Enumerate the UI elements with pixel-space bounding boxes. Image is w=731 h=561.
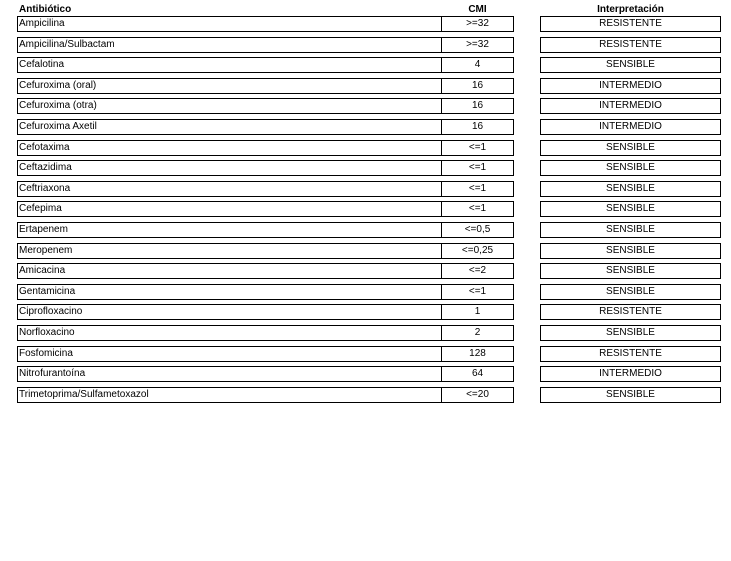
interpretation-cell: SENSIBLE [540, 201, 721, 217]
cmi-cell: 16 [441, 98, 514, 114]
antibiotic-cell: Cefuroxima (otra) [17, 98, 455, 114]
table-row [0, 78, 731, 99]
antibiotic-cell: Ertapenem [17, 222, 455, 238]
interpretation-cell: SENSIBLE [540, 284, 721, 300]
antibiotic-cell: Ampicilina/Sulbactam [17, 37, 455, 53]
antibiotic-cell: Amicacina [17, 263, 455, 279]
antibiotic-cell: Gentamicina [17, 284, 455, 300]
cmi-cell: <=20 [441, 387, 514, 403]
table-row [0, 387, 731, 408]
antibiotic-cell: Cefuroxima (oral) [17, 78, 455, 94]
antibiotic-cell: Cefepima [17, 201, 455, 217]
table-row [0, 366, 731, 387]
table-row [0, 57, 731, 78]
cmi-cell: <=1 [441, 201, 514, 217]
cmi-cell: <=1 [441, 181, 514, 197]
antibiotic-cell: Nitrofurantoína [17, 366, 455, 382]
antibiotic-cell: Cefotaxima [17, 140, 455, 156]
interpretation-cell: SENSIBLE [540, 325, 721, 341]
interpretation-cell: SENSIBLE [540, 222, 721, 238]
cmi-cell: <=1 [441, 140, 514, 156]
antibiotic-cell: Norfloxacino [17, 325, 455, 341]
table-row [0, 201, 731, 222]
interpretation-cell: SENSIBLE [540, 387, 721, 403]
results-table [0, 16, 731, 407]
cmi-cell: >=32 [441, 16, 514, 32]
interpretation-cell: RESISTENTE [540, 304, 721, 320]
table-row [0, 181, 731, 202]
antibiotic-cell: Ceftriaxona [17, 181, 455, 197]
table-row [0, 140, 731, 161]
cmi-cell: 1 [441, 304, 514, 320]
interpretation-cell: INTERMEDIO [540, 366, 721, 382]
cmi-cell: 16 [441, 119, 514, 135]
cmi-cell: 64 [441, 366, 514, 382]
table-row [0, 346, 731, 367]
table-row [0, 304, 731, 325]
interpretation-cell: SENSIBLE [540, 160, 721, 176]
cmi-cell: <=0,5 [441, 222, 514, 238]
antibiotic-cell: Ampicilina [17, 16, 455, 32]
header-cmi: CMI [468, 4, 487, 15]
antibiotic-cell: Cefalotina [17, 57, 455, 73]
table-row [0, 243, 731, 264]
antibiotic-cell: Meropenem [17, 243, 455, 259]
table-row [0, 284, 731, 305]
cmi-cell: <=0,25 [441, 243, 514, 259]
antibiotic-cell: Fosfomicina [17, 346, 455, 362]
cmi-cell: <=2 [441, 263, 514, 279]
cmi-cell: 4 [441, 57, 514, 73]
interpretation-cell: SENSIBLE [540, 140, 721, 156]
table-row [0, 160, 731, 181]
table-row [0, 98, 731, 119]
interpretation-cell: RESISTENTE [540, 37, 721, 53]
interpretation-cell: INTERMEDIO [540, 78, 721, 94]
antibiotic-cell: Trimetoprima/Sulfametoxazol [17, 387, 455, 403]
interpretation-cell: SENSIBLE [540, 263, 721, 279]
antibiotic-cell: Ciprofloxacino [17, 304, 455, 320]
interpretation-cell: RESISTENTE [540, 16, 721, 32]
cmi-cell: >=32 [441, 37, 514, 53]
table-row [0, 325, 731, 346]
interpretation-cell: SENSIBLE [540, 57, 721, 73]
cmi-cell: 128 [441, 346, 514, 362]
interpretation-cell: INTERMEDIO [540, 119, 721, 135]
cmi-cell: <=1 [441, 160, 514, 176]
cmi-cell: 2 [441, 325, 514, 341]
interpretation-cell: SENSIBLE [540, 181, 721, 197]
table-row [0, 37, 731, 58]
header-interpretation: Interpretación [597, 4, 664, 15]
interpretation-cell: RESISTENTE [540, 346, 721, 362]
interpretation-cell: SENSIBLE [540, 243, 721, 259]
cmi-cell: 16 [441, 78, 514, 94]
table-row [0, 263, 731, 284]
antibiotic-cell: Cefuroxima Axetil [17, 119, 455, 135]
table-row [0, 222, 731, 243]
table-row [0, 16, 731, 37]
antibiotic-cell: Ceftazidima [17, 160, 455, 176]
cmi-cell: <=1 [441, 284, 514, 300]
header-antibiotic: Antibiótico [19, 4, 72, 15]
table-row [0, 119, 731, 140]
interpretation-cell: INTERMEDIO [540, 98, 721, 114]
